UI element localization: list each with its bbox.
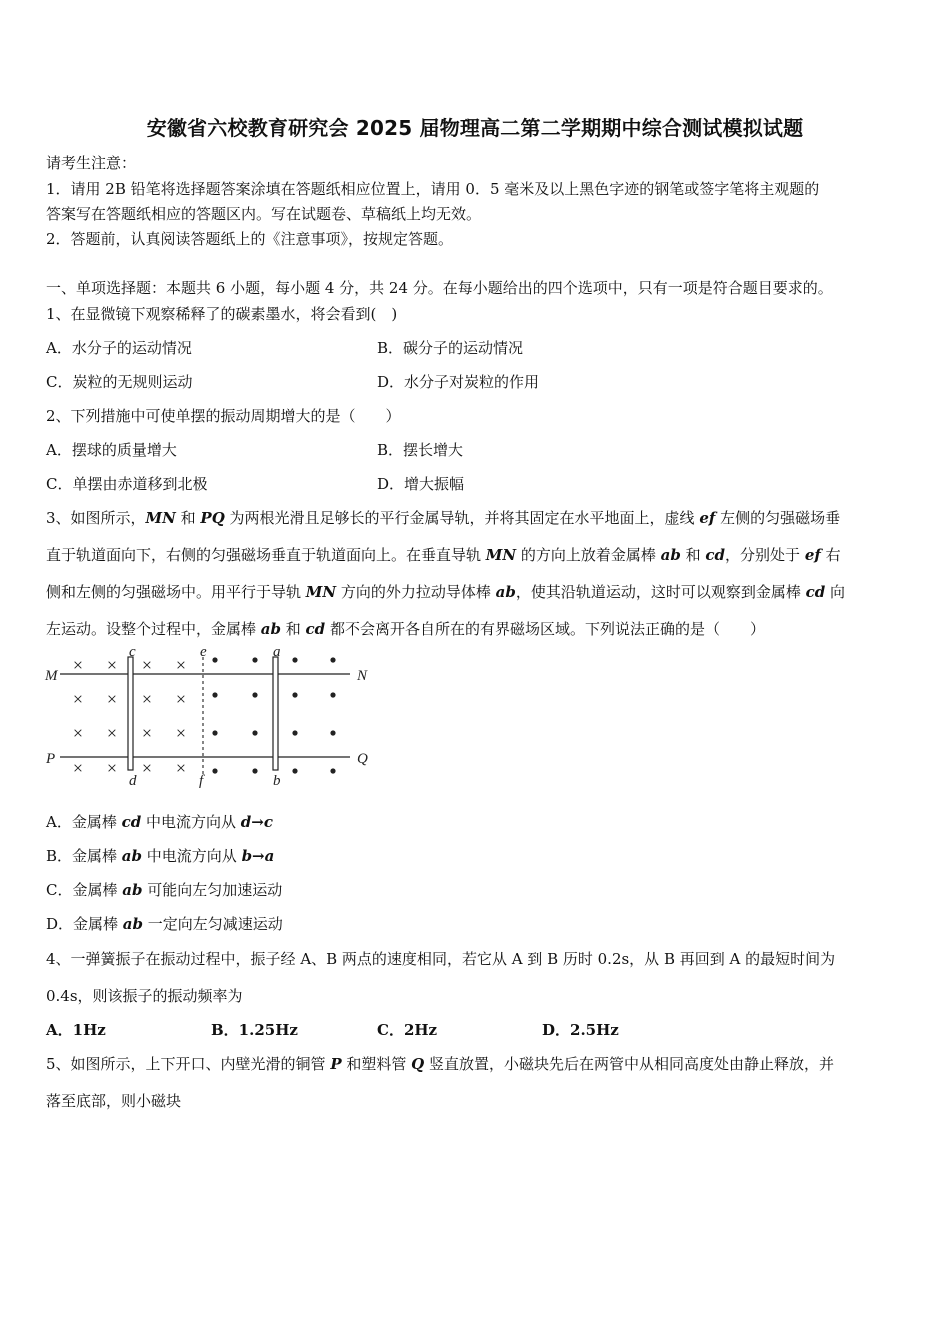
field-dot xyxy=(252,730,257,735)
field-cross: × xyxy=(175,655,187,675)
field-dot xyxy=(252,692,257,697)
field-cross: × xyxy=(72,689,84,709)
field-dot xyxy=(292,730,297,735)
question-3-option-a: A．金属棒 cd 中电流方向从 d→c xyxy=(46,813,273,831)
field-cross: × xyxy=(106,758,118,778)
question-1-option-c: C．炭粒的无规则运动 xyxy=(46,373,193,391)
question-3-line-3: 侧和左侧的匀强磁场中。用平行于导轨 MN 方向的外力拉动导体棒 ab，使其沿轨道运动，这时可以观察到金属棒 cd 向 xyxy=(46,583,846,601)
field-cross: × xyxy=(141,689,153,709)
question-3-option-b: B．金属棒 ab 中电流方向从 b→a xyxy=(46,847,275,865)
notice-item-1-line-2: 答案写在答题纸相应的答题区内。写在试题卷、草稿纸上均无效。 xyxy=(46,205,482,223)
rod-cd xyxy=(128,657,133,770)
question-2-option-c: C．单摆由赤道移到北极 xyxy=(46,475,208,493)
label-q: Q xyxy=(357,751,368,767)
question-5-line-2: 落至底部，则小磁块 xyxy=(46,1092,182,1110)
label-b: b xyxy=(273,773,281,789)
question-2-stem: 2、下列措施中可使单摆的振动周期增大的是（ ） xyxy=(46,407,401,425)
question-2-option-a: A．摆球的质量增大 xyxy=(46,441,177,459)
field-cross: × xyxy=(141,655,153,675)
question-1-option-d: D．水分子对炭粒的作用 xyxy=(377,373,540,391)
field-cross: × xyxy=(141,758,153,778)
notice-item-2: 2．答题前，认真阅读答题纸上的《注意事项》，按规定答题。 xyxy=(46,230,454,248)
label-m: M xyxy=(45,668,58,684)
field-dot xyxy=(292,768,297,773)
field-cross: × xyxy=(106,655,118,675)
rod-ab xyxy=(273,657,278,770)
question-2-option-b: B．摆长增大 xyxy=(377,441,464,459)
question-1-option-b: B．碳分子的运动情况 xyxy=(377,339,524,357)
question-4-option-c: C．2Hz xyxy=(377,1021,438,1039)
label-d: d xyxy=(129,773,137,789)
question-4-option-a: A．1Hz xyxy=(46,1021,106,1039)
field-cross: × xyxy=(72,758,84,778)
field-dot xyxy=(212,657,217,662)
field-dot xyxy=(330,730,335,735)
field-dot xyxy=(252,768,257,773)
magnetic-field-rails-figure xyxy=(40,643,380,791)
field-dot xyxy=(212,730,217,735)
field-dot xyxy=(292,692,297,697)
field-cross: × xyxy=(175,689,187,709)
field-dot xyxy=(252,657,257,662)
label-c: c xyxy=(129,644,136,660)
question-4-line-1: 4、一弹簧振子在振动过程中，振子经 A、B 两点的速度相同，若它从 A 到 B 历时 0.2s，从 B 再回到 A 的最短时间为 xyxy=(46,950,836,968)
label-f: f xyxy=(199,773,204,789)
field-dot xyxy=(330,657,335,662)
label-a: a xyxy=(273,644,281,660)
question-3-line-4: 左运动。设整个过程中，金属棒 ab 和 cd 都不会离开各自所在的有界磁场区域。下列说法正确的是（ ） xyxy=(46,620,765,638)
question-4-line-2: 0.4s，则该振子的振动频率为 xyxy=(46,987,243,1005)
question-3-option-d: D．金属棒 ab 一定向左匀减速运动 xyxy=(46,915,283,933)
notice-item-1-line-1: 1．请用 2B 铅笔将选择题答案涂填在答题纸相应位置上，请用 0．5 毫米及以上黑色字迹的钢笔或签字笔将主观题的 xyxy=(46,180,820,198)
label-n: N xyxy=(357,668,368,684)
question-3-line-1: 3、如图所示，MN 和 PQ 为两根光滑且足够长的平行金属导轨，并将其固定在水平地面上，虚线 ef 左侧的匀强磁场垂 xyxy=(46,509,841,527)
label-e: e xyxy=(200,644,207,660)
question-1-stem: 1、在显微镜下观察稀释了的碳素墨水，将会看到( ) xyxy=(46,305,398,323)
field-cross: × xyxy=(175,723,187,743)
question-2-option-d: D．增大振幅 xyxy=(377,475,465,493)
question-3-option-c: C．金属棒 ab 可能向左匀加速运动 xyxy=(46,881,283,899)
question-4-option-d: D．2.5Hz xyxy=(542,1021,619,1039)
label-p: P xyxy=(46,751,56,767)
field-dot xyxy=(212,692,217,697)
field-cross: × xyxy=(106,723,118,743)
field-cross: × xyxy=(72,723,84,743)
field-dot xyxy=(330,692,335,697)
page-title: 安徽省六校教育研究会 2025 届物理高二第二学期期中综合测试模拟试题 xyxy=(146,116,804,140)
field-cross: × xyxy=(141,723,153,743)
question-1-option-a: A．水分子的运动情况 xyxy=(46,339,192,357)
question-3-line-2: 直于轨道面向下，右侧的匀强磁场垂直于轨道面向上。在垂直导轨 MN 的方向上放着金属棒 ab 和 cd，分别处于 ef 右 xyxy=(46,546,841,564)
field-cross: × xyxy=(72,655,84,675)
section-heading: 一、单项选择题：本题共 6 小题，每小题 4 分，共 24 分。在每小题给出的四个选项中，只有一项是符合题目要求的。 xyxy=(46,279,833,297)
field-cross: × xyxy=(175,758,187,778)
field-dot xyxy=(292,657,297,662)
notice-heading: 请考生注意： xyxy=(46,154,137,172)
field-cross: × xyxy=(106,689,118,709)
field-dot xyxy=(212,768,217,773)
question-4-option-b: B．1.25Hz xyxy=(211,1021,298,1039)
question-5-line-1: 5、如图所示，上下开口、内壁光滑的铜管 P 和塑料管 Q 竖直放置，小磁块先后在两管中从相同高度处由静止释放，并 xyxy=(46,1055,835,1073)
field-dot xyxy=(330,768,335,773)
